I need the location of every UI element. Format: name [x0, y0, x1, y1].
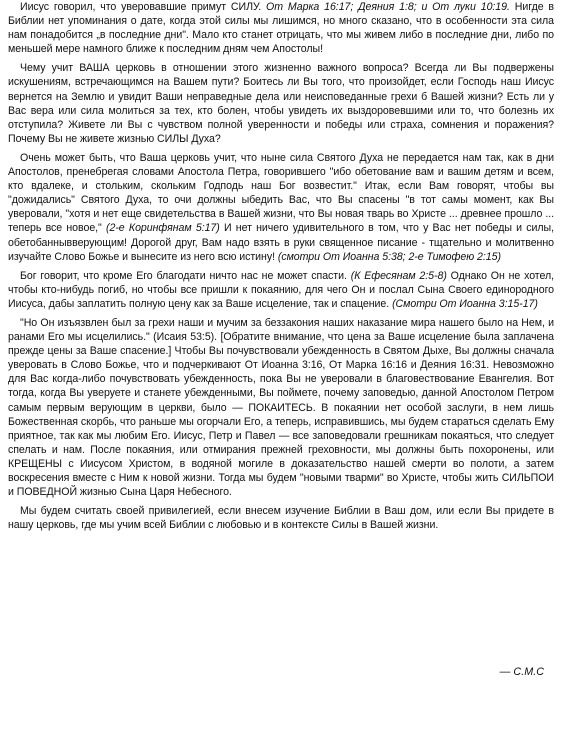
text-run: "Но Он изъязвлен был за грехи наши и мучим за беззакония наших наказание мира нашего было на Нем, и ранами Его мы исцелились." (Исаия 53:5). [Обратите внимание, что цена за Ваше исцеление была заплачена прежде цены за Ваше спасение.] Чтобы Вы почувствовали убежденность в Святом Дыхе, Вы должны сначала уверовать в Слово Божье, что и подчеркивают От Иоанна 3:16, От Марка 16:16 и Деяния 16:31. Невозможно для Вас когда-либо почувствовать убежденность, пока Вы не уверовали в благовествование Евангелия. Вот тогда, когда Вы уверуете и станете убежденными, Вы поймете, почему заповедью, данной Апостолом Петром самым первым верующим в церкви, было — ПОКАИТЕСЬ. В покаянии нет особой заслуги, в нем лишь Божественная скорбь, что раньше мы огорчали Его, а теперь, исправившись, мы будем стараться сделать Ему приятное, так как мы любим Его. Иисус, Петр и Павел — все заповедовали грешникам покаяться, что следует спелать и нам. После покаяния, или отмирания прежней греховности, мы должны быть похоронены, или КРЕЩЕНЫ с Иисусом Христом, в водяной могиле в доказательство нашей смерти во полоти, а затем воскресения вместе с Ним к новой жизни. Тогда мы будем "новыми тварми" во Христе, чтобы жить СИЛЬПОИ и ПОВЕДНОЙ жизнью Сына Царя Небесного. — [8, 316, 554, 499]
scripture-reference: От Марка 16:17; Деяния 1:8; и От луки 10:19. — [266, 1, 510, 13]
scripture-reference: (К Ефесянам 2:5-8) — [350, 269, 447, 282]
document-body — [8, 0, 554, 532]
text-run: Мы будем считать своей привилегией, если внесем изучение Библии в Ваш дом, или если Вы придете в нашу церковь, где мы учим всей Библии с любовью и в контексте Силы в Вашей жизни. — [8, 505, 554, 532]
paragraph — [8, 61, 554, 146]
text-run: Нигде в Библии нет упоминания о дате, когда этой силы мы лишимся, но много сказано, что в особенности эта сила нам понадобится „в последние дни". Мало кто станет отрицать, что мы живем либо в последние дни, либо по меньшей мере намного ближе к последним дням чем Апостолы! — [8, 1, 554, 56]
text-run: Очень может быть, что Ваша церковь учит, что ныне сила Святого Духа не передается нам так, как в дни Апостолов, пренебрегая словами Апостола Петра, говорившего "ибо обетование вам и вашим детям и всем, кто вдалеке, и стольким, скольким Годподь наш Бог возвестит." Итак, если Вам говорят, чтобы вы "дожидались" Святого Духа, то очи должны ыбедить Вас, что Вы спасены "в тот самы момент, как Вы уверовали, "хотя и нет еще свидетельства в Вашей жизни, что Вы новая тварь во Христе ... древнее прошло ... теперь все новое," — [8, 151, 554, 235]
paragraph — [8, 0, 554, 56]
signature: — С.М.С — [499, 666, 544, 678]
paragraph — [8, 269, 554, 311]
paragraph — [8, 316, 554, 499]
text-run: И нет ничего удивительного в том, что у Вас нет победы и силы, обетобаннывверующим! Дорогой друг, Вам надо взять в руки священное писание - тщательно и молитвенно изучайте Слово Божье и вынесите из него всю истину! — [8, 222, 554, 263]
scripture-reference: (смотри От Иоанна 5:38; 2-е Тимофею 2:15) — [277, 250, 501, 263]
paragraph — [8, 151, 554, 264]
text-run: Иисус говорил, что уверовавшие примут СИЛУ. — [20, 1, 267, 13]
text-run: Чему учит ВАША церковь в отношении этого жизненно важного вопроса? Всегда ли Вы подвержены искушениям, встречающимся на Вашем пути? Боитесь ли Вы того, что произойдет, если Господь наш Иисус вернется на Землю и увидит Ваши неправедные дела или неисповеданные грехи б Вашей жизни? Есть ли у Вас вера или сила молиться за тех, кто болен, чтобы увидеть их выздоровевшими или то, что болезнь их отступила? Живете ли Вы с чувством полной уверенности и победы или страха, сомнения и поражения? Почему Вы не живете жизнью СИЛЫ Духа? — [8, 62, 554, 145]
scripture-reference: (Смотри От Иоанна 3:15-17) — [392, 297, 538, 310]
text-run: Однако Он не хотел, чтобы кто-нибудь погиб, но чтобы все пришли к покаянию, для чего Он и послал Сына Своего единородного Иисуса, дабы заплатить полную цену как за Ваше исцеление, так и спацение. — [8, 269, 555, 310]
scripture-reference: (2-е Коринфянам 5:17) — [106, 222, 220, 235]
text-run: Бог говорит, что кроме Его благодати ничто нас не может спасти. — [20, 269, 351, 282]
paragraph — [8, 504, 554, 532]
